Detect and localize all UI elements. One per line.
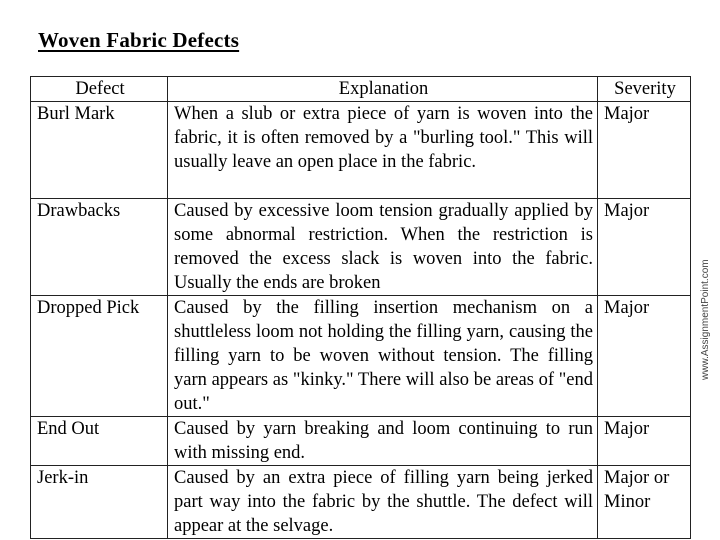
table-row	[31, 466, 691, 539]
explanation-cell: Caused by yarn breaking and loom continuing to run with missing end.	[168, 417, 598, 466]
column-header-explanation: Explanation	[168, 77, 598, 102]
table-row	[31, 417, 691, 466]
explanation-cell: Caused by excessive loom tension gradually applied by some abnormal restriction. When the restriction is removed the excess slack is woven into the fabric. Usually the ends are broken	[168, 199, 598, 296]
severity-cell: Major or Minor	[598, 466, 691, 539]
watermark: www.AssignmentPoint.com	[700, 259, 711, 380]
defect-cell: Dropped Pick	[31, 296, 168, 417]
explanation-cell: Caused by the filling insertion mechanism on a shuttleless loom not holding the filling yarn, causing the filling yarn to be woven without tension. The filling yarn appears as "kinky." There will also be areas of "end out."	[168, 296, 598, 417]
severity-cell: Major	[598, 417, 691, 466]
page-title: Woven Fabric Defects	[38, 28, 240, 52]
explanation-cell: Caused by an extra piece of filling yarn being jerked part way into the fabric by the shuttle. The defect will appear at the selvage.	[168, 466, 598, 539]
column-header-severity: Severity	[598, 77, 691, 102]
severity-cell: Major	[598, 102, 691, 199]
column-header-defect: Defect	[31, 77, 168, 102]
defect-cell: Jerk-in	[31, 466, 168, 539]
table-row	[31, 296, 691, 417]
severity-cell: Major	[598, 296, 691, 417]
table-header-row	[31, 77, 691, 102]
explanation-cell: When a slub or extra piece of yarn is woven into the fabric, it is often removed by a "burling tool." This will usually leave an open place in the fabric.	[168, 102, 598, 199]
defect-cell: End Out	[31, 417, 168, 466]
defect-cell: Burl Mark	[31, 102, 168, 199]
severity-cell: Major	[598, 199, 691, 296]
defect-cell: Drawbacks	[31, 199, 168, 296]
table-row	[31, 102, 691, 199]
defects-table	[30, 76, 691, 539]
table-row	[31, 199, 691, 296]
